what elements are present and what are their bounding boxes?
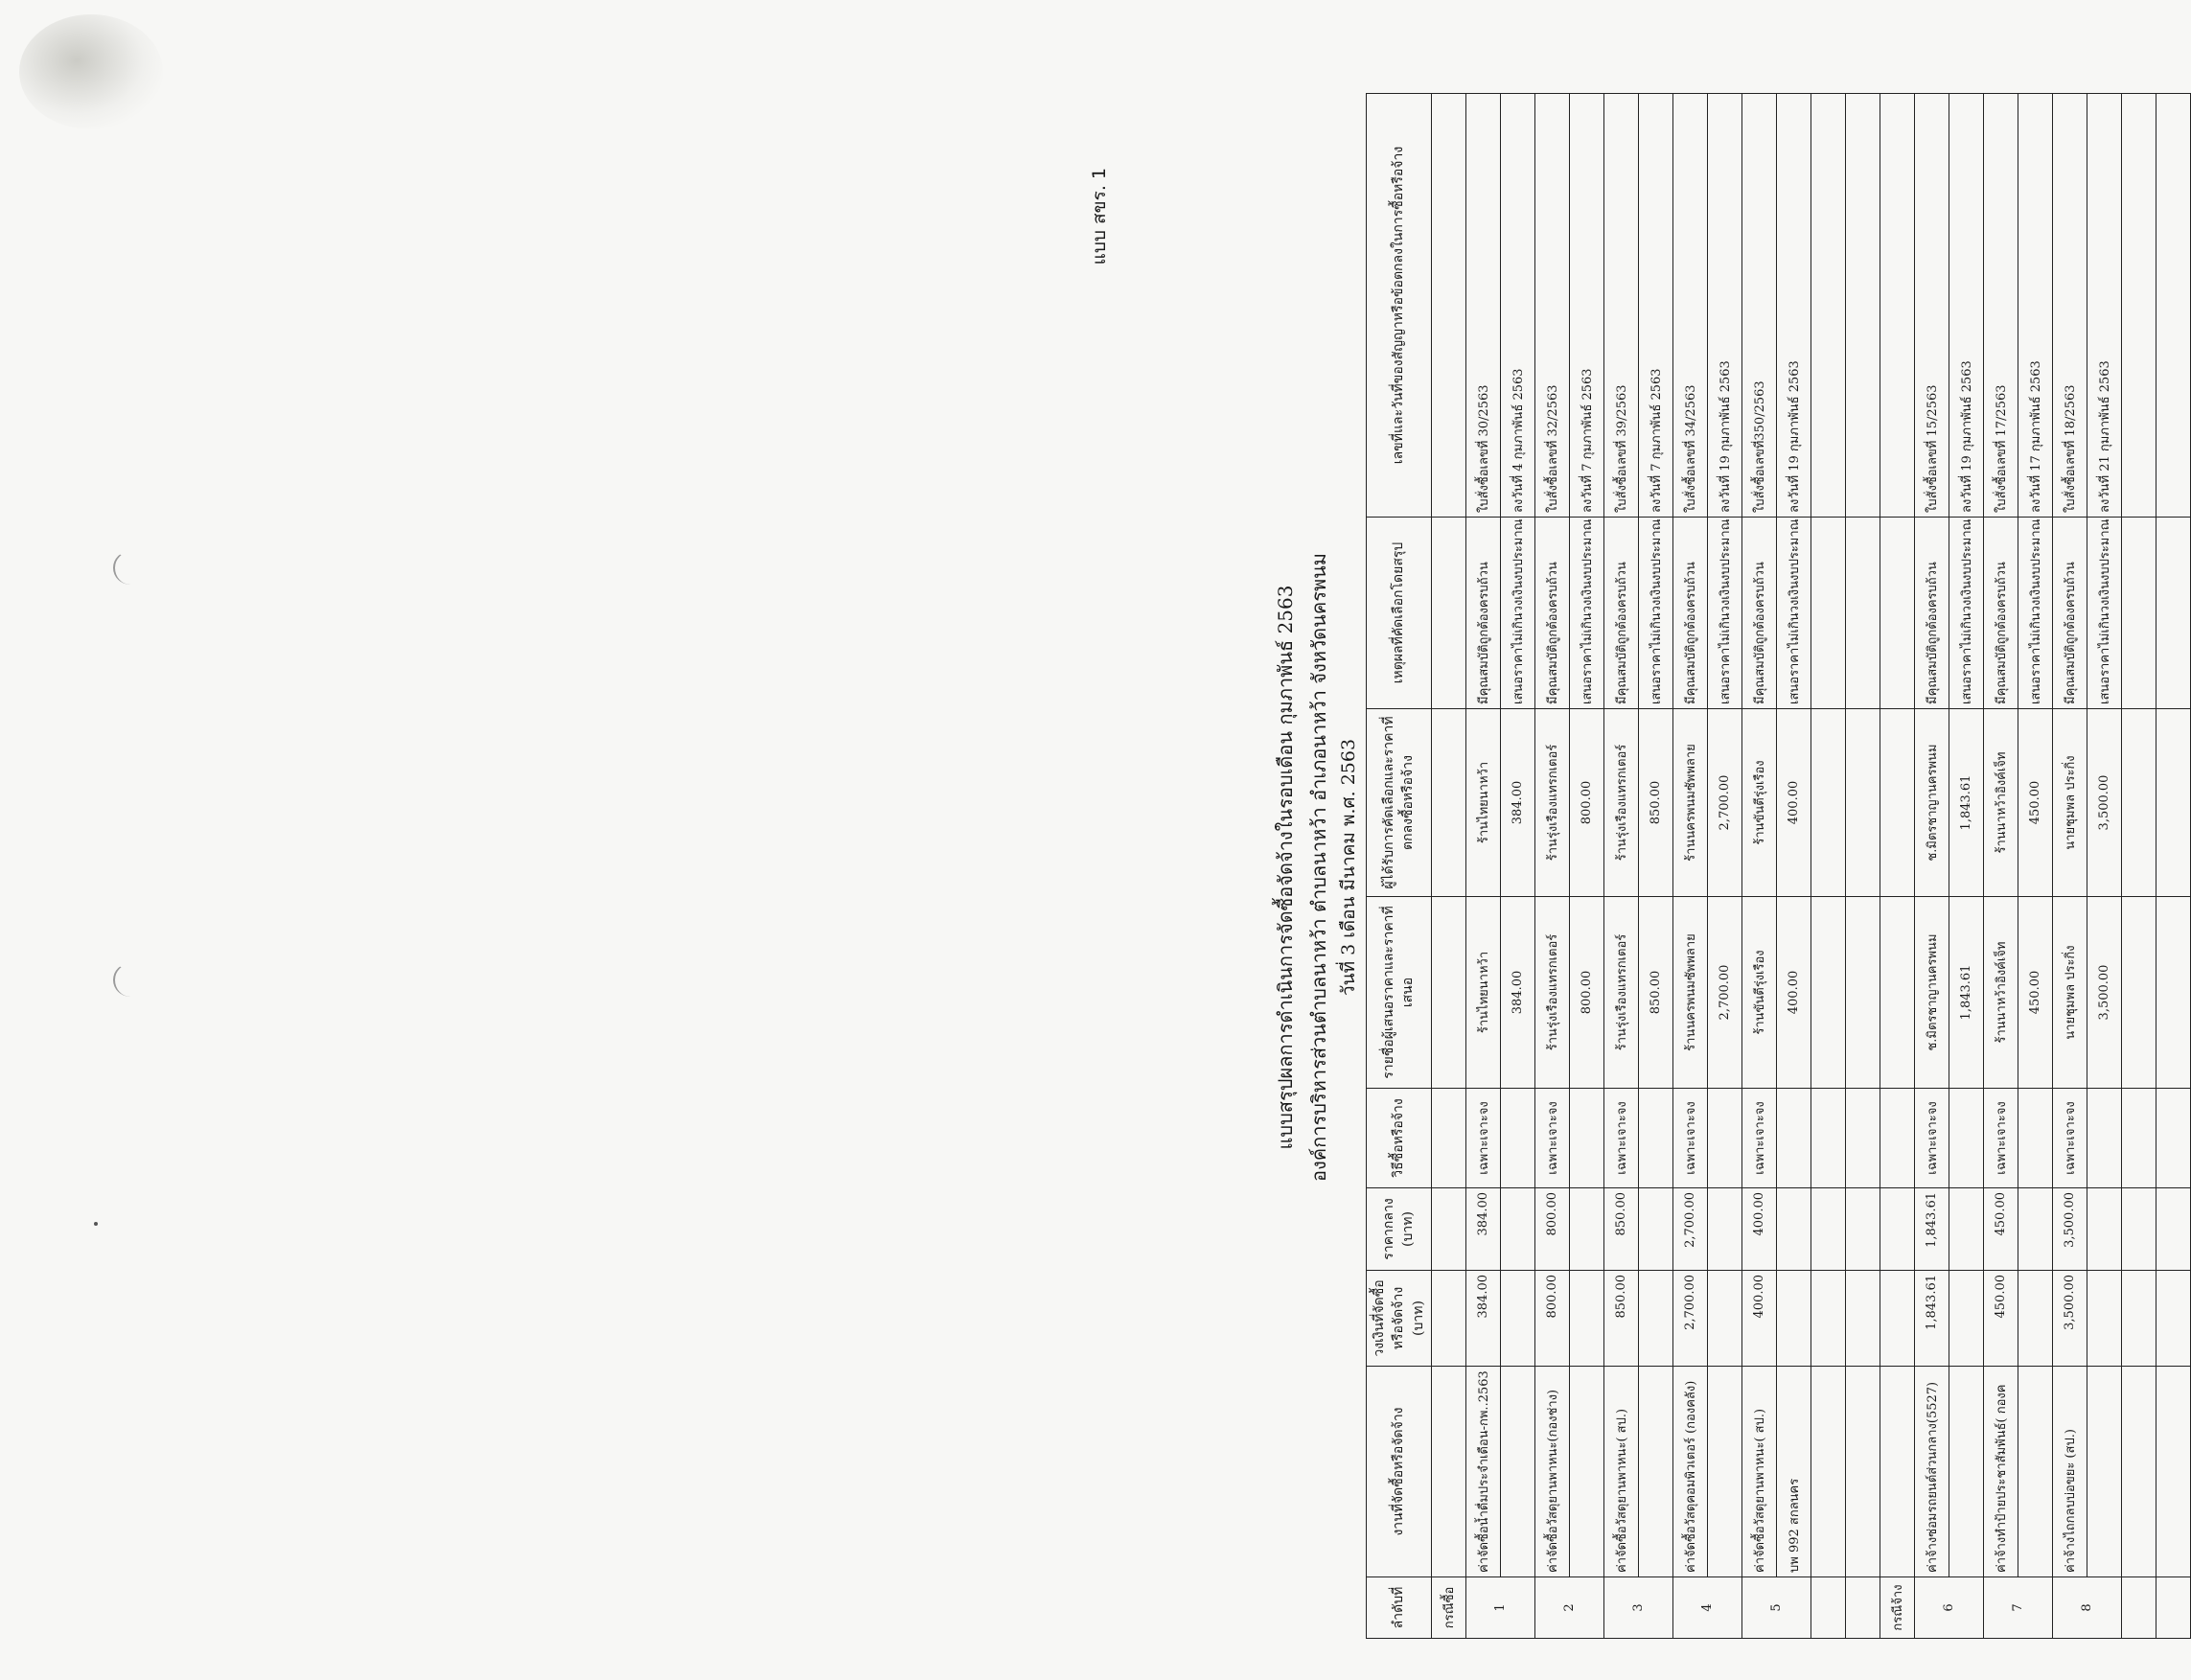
row-reason: มีคุณสมบัติถูกต้องครบถ้วน: [1603, 518, 1638, 709]
row-no: 1: [1465, 1577, 1534, 1639]
row-work: ค่าจัดซื้อวัสดุยานพาหนะ(กองช่าง): [1534, 1367, 1569, 1577]
rotated-page: [1073, 77, 2142, 1658]
punch-hole-top: [113, 551, 148, 585]
header-bidders: รายชื่อผู้เสนอราคาและราคาที่เสนอ: [1367, 897, 1432, 1089]
section-row: [1880, 94, 1914, 1639]
row-method: เฉพาะเจาะจง: [1672, 1089, 1707, 1188]
row-reason-price: เสนอราคาไม่เกินวงเงินงบประมาณ: [1776, 518, 1810, 709]
section-row: [1431, 94, 1465, 1639]
procurement-table: [1366, 93, 2191, 1639]
section-label: กรณีซื้อ: [1431, 1577, 1465, 1639]
row-method: เฉพาะเจาะจง: [1603, 1089, 1638, 1188]
row-method: เฉพาะเจาะจง: [1983, 1089, 2018, 1188]
row-reason-price: เสนอราคาไม่เกินวงเงินงบประมาณ: [2018, 518, 2052, 709]
row-bidder: ร้านนครพนมซัพพลาย: [1672, 897, 1707, 1089]
row-budget: 850.00: [1603, 1271, 1638, 1367]
row-budget: 3,500.00: [2052, 1271, 2087, 1367]
row-winner: ช.มิตรชาญานครพนม: [1914, 709, 1949, 897]
row-reason: มีคุณสมบัติถูกต้องครบถ้วน: [1914, 518, 1949, 709]
row-reason-price: เสนอราคาไม่เกินวงเงินงบประมาณ: [1500, 518, 1534, 709]
empty-row: [1810, 94, 1845, 1639]
row-contract-date: ลงวันที่ 17 กุมภาพันธ์ 2563: [2018, 94, 2052, 518]
row-bid-price: 1,843.61: [1949, 897, 1983, 1089]
row-work: ค่าจัดซื้อวัสดุคอมพิวเตอร์ (กองคลัง): [1672, 1367, 1707, 1577]
row-bid-price: 450.00: [2018, 897, 2052, 1089]
row-budget: 384.00: [1465, 1271, 1500, 1367]
row-reason: มีคุณสมบัติถูกต้องครบถ้วน: [1741, 518, 1776, 709]
row-work-extra: [1500, 1367, 1534, 1577]
row-win-price: 800.00: [1569, 709, 1603, 897]
row-reason-price: เสนอราคาไม่เกินวงเงินงบประมาณ: [1638, 518, 1672, 709]
row-work-extra: [1569, 1367, 1603, 1577]
row-win-price: 850.00: [1638, 709, 1672, 897]
header-winner: ผู้ได้รับการคัดเลือกและราคาที่ตกลงซื้อหรือจ้าง: [1367, 709, 1432, 897]
row-median: 450.00: [1983, 1188, 2018, 1271]
row-no: 4: [1672, 1577, 1741, 1639]
organization-line: องค์การบริหารส่วนตำบลนาหว้า ตำบลนาหว้า อำเภอนาหว้า จังหวัดนครพนม: [1307, 553, 1330, 1182]
section-label: กรณีจ้าง: [1880, 1577, 1914, 1639]
table-row-sub: [1500, 94, 1534, 1639]
row-budget: 2,700.00: [1672, 1271, 1707, 1367]
row-reason: มีคุณสมบัติถูกต้องครบถ้วน: [1465, 518, 1500, 709]
row-median: 850.00: [1603, 1188, 1638, 1271]
row-work-extra: บพ 992 สกลนคร: [1776, 1367, 1810, 1577]
row-contract: ใบสั่งซื้อเลขที่ 32/2563: [1534, 94, 1569, 518]
row-no: 2: [1534, 1577, 1603, 1639]
row-winner: ร้านขันตีรุ่งเรือง: [1741, 709, 1776, 897]
punch-hole-bottom: [113, 963, 148, 997]
row-bidder: ร้านรุ่งเรืองแทรกเตอร์: [1603, 897, 1638, 1089]
header-row: [1367, 94, 1432, 1639]
row-bidder: ร้านไทยนาหว้า: [1465, 897, 1500, 1089]
row-no: 6: [1914, 1577, 1983, 1639]
empty-row: [2121, 94, 2156, 1639]
row-reason: มีคุณสมบัติถูกต้องครบถ้วน: [1672, 518, 1707, 709]
row-median: 384.00: [1465, 1188, 1500, 1271]
scan-dot: [94, 1222, 98, 1226]
row-work: ค่าจ้างไถกลบบ่อขยะ (สป.): [2052, 1367, 2087, 1577]
row-reason-price: เสนอราคาไม่เกินวงเงินงบประมาณ: [1569, 518, 1603, 709]
row-contract-date: ลงวันที่ 4 กุมภาพันธ์ 2563: [1500, 94, 1534, 518]
row-contract-date: ลงวันที่ 19 กุมภาพันธ์ 2563: [1776, 94, 1810, 518]
row-work: ค่าจัดซื้อวัสดุยานพาหนะ( สป.): [1741, 1367, 1776, 1577]
row-method: เฉพาะเจาะจง: [1741, 1089, 1776, 1188]
row-contract: ใบสั่งซื้อเลขที่ 39/2563: [1603, 94, 1638, 518]
row-median: 1,843.61: [1914, 1188, 1949, 1271]
row-reason-price: เสนอราคาไม่เกินวงเงินงบประมาณ: [2087, 518, 2121, 709]
row-contract-date: ลงวันที่ 7 กุมภาพันธ์ 2563: [1569, 94, 1603, 518]
row-method: เฉพาะเจาะจง: [1465, 1089, 1500, 1188]
row-bidder: นายชุมพล ประกิ่ง: [2052, 897, 2087, 1089]
table-row-sub: [1707, 94, 1741, 1639]
row-median: 400.00: [1741, 1188, 1776, 1271]
table-row: [1465, 94, 1500, 1639]
empty-row: [1845, 94, 1880, 1639]
row-bid-price: 800.00: [1569, 897, 1603, 1089]
row-win-price: 384.00: [1500, 709, 1534, 897]
header-no: ลำดับที่: [1367, 1577, 1432, 1639]
row-median: 3,500.00: [2052, 1188, 2087, 1271]
header-budget: วงเงินที่จัดซื้อหรือจัดจ้าง (บาท): [1367, 1271, 1432, 1367]
row-win-price: 2,700.00: [1707, 709, 1741, 897]
row-contract: ใบสั่งซื้อเลขที่ 17/2563: [1983, 94, 2018, 518]
row-contract: ใบสั่งซื้อเลขที่ 34/2563: [1672, 94, 1707, 518]
row-contract: ใบสั่งซื้อเลขที่ 18/2563: [2052, 94, 2087, 518]
row-bidder: ร้านขันตีรุ่งเรือง: [1741, 897, 1776, 1089]
row-winner: ร้านนาหว้าอิงค์เจ็ท: [1983, 709, 2018, 897]
row-budget: 800.00: [1534, 1271, 1569, 1367]
row-median: 2,700.00: [1672, 1188, 1707, 1271]
row-no: 3: [1603, 1577, 1672, 1639]
row-method: เฉพาะเจาะจง: [1914, 1089, 1949, 1188]
row-bid-price: 3,500.00: [2087, 897, 2121, 1089]
row-win-price: 1,843.61: [1949, 709, 1983, 897]
row-bid-price: 400.00: [1776, 897, 1810, 1089]
row-no: 8: [2052, 1577, 2121, 1639]
row-work-extra: [1638, 1367, 1672, 1577]
table-row: [1672, 94, 1707, 1639]
table-row-sub: [2018, 94, 2052, 1639]
row-winner: ร้านรุ่งเรืองแทรกเตอร์: [1534, 709, 1569, 897]
row-reason-price: เสนอราคาไม่เกินวงเงินงบประมาณ: [1949, 518, 1983, 709]
row-contract: ใบสั่งซื้อเลขที่ 30/2563: [1465, 94, 1500, 518]
row-reason: มีคุณสมบัติถูกต้องครบถ้วน: [1983, 518, 2018, 709]
row-contract: ใบสั่งซื้อเลขที่350/2563: [1741, 94, 1776, 518]
row-contract-date: ลงวันที่ 19 กุมภาพันธ์ 2563: [1949, 94, 1983, 518]
row-contract-date: ลงวันที่ 7 กุมภาพันธ์ 2563: [1638, 94, 1672, 518]
row-win-price: 400.00: [1776, 709, 1810, 897]
row-contract-date: ลงวันที่ 19 กุมภาพันธ์ 2563: [1707, 94, 1741, 518]
row-winner: ร้านนครพนมซัพพลาย: [1672, 709, 1707, 897]
row-reason: มีคุณสมบัติถูกต้องครบถ้วน: [1534, 518, 1569, 709]
row-work: ค่าจ้างซ่อมรถยนต์ส่วนกลาง(5527): [1914, 1367, 1949, 1577]
row-bid-price: 384.00: [1500, 897, 1534, 1089]
row-budget: 450.00: [1983, 1271, 2018, 1367]
row-bidder: ร้านนาหว้าอิงค์เจ็ท: [1983, 897, 2018, 1089]
table-row: [1983, 94, 2018, 1639]
header-contract: เลขที่และวันที่ของสัญญาหรือข้อตกลงในการซื้อหรือจ้าง: [1367, 94, 1432, 518]
row-budget: 1,843.61: [1914, 1271, 1949, 1367]
row-work: ค่าจัดซื้อวัสดุยานพาหนะ( สป.): [1603, 1367, 1638, 1577]
row-method: เฉพาะเจาะจง: [1534, 1089, 1569, 1188]
row-no: 7: [1983, 1577, 2052, 1639]
scan-smudge: [19, 14, 163, 129]
row-bid-price: 850.00: [1638, 897, 1672, 1089]
table-row: [1534, 94, 1569, 1639]
header-work: งานที่จัดซื้อหรือจัดจ้าง: [1367, 1367, 1432, 1577]
table-row: [1914, 94, 1949, 1639]
empty-row: [2156, 94, 2190, 1639]
table-row-sub: [2087, 94, 2121, 1639]
row-winner: ร้านรุ่งเรืองแทรกเตอร์: [1603, 709, 1638, 897]
row-work-extra: [1707, 1367, 1741, 1577]
row-reason: มีคุณสมบัติถูกต้องครบถ้วน: [2052, 518, 2087, 709]
table-row-sub: [1949, 94, 1983, 1639]
row-contract: ใบสั่งซื้อเลขที่ 15/2563: [1914, 94, 1949, 518]
table-row-sub: [1776, 94, 1810, 1639]
report-date: วันที่ 3 เดือน มีนาคม พ.ศ. 2563: [1338, 738, 1359, 997]
row-bidder: ช.มิตรชาญานครพนม: [1914, 897, 1949, 1089]
table-row-sub: [1638, 94, 1672, 1639]
row-no: 5: [1741, 1577, 1810, 1639]
row-median: 800.00: [1534, 1188, 1569, 1271]
row-win-price: 3,500.00: [2087, 709, 2121, 897]
row-work: ค่าจัดซื้อน้ำดื่มประจำเดือน-กพ..2563: [1465, 1367, 1500, 1577]
row-winner: นายชุมพล ประกิ่ง: [2052, 709, 2087, 897]
report-title: แบบสรุปผลการดำเนินการจัดซื้อจัดจ้างในรอบเดือน กุมภาพันธ์ 2563: [1274, 585, 1297, 1150]
row-bid-price: 2,700.00: [1707, 897, 1741, 1089]
header-reason: เหตุผลที่คัดเลือกโดยสรุป: [1367, 518, 1432, 709]
row-work: ค่าจ้างทำป้ายประชาสัมพันธ์( กองค: [1983, 1367, 2018, 1577]
table-row: [1741, 94, 1776, 1639]
header-method: วิธีซื้อหรือจ้าง: [1367, 1089, 1432, 1188]
row-win-price: 450.00: [2018, 709, 2052, 897]
row-winner: ร้านไทยนาหว้า: [1465, 709, 1500, 897]
table-row-sub: [1569, 94, 1603, 1639]
row-contract-date: ลงวันที่ 21 กุมภาพันธ์ 2563: [2087, 94, 2121, 518]
row-method: เฉพาะเจาะจง: [2052, 1089, 2087, 1188]
form-code: แบบ สขร. 1: [1089, 168, 1110, 265]
row-bidder: ร้านรุ่งเรืองแทรกเตอร์: [1534, 897, 1569, 1089]
header-median: ราคากลาง (บาท): [1367, 1188, 1432, 1271]
table-row: [1603, 94, 1638, 1639]
row-budget: 400.00: [1741, 1271, 1776, 1367]
table-row: [2052, 94, 2087, 1639]
row-reason-price: เสนอราคาไม่เกินวงเงินงบประมาณ: [1707, 518, 1741, 709]
